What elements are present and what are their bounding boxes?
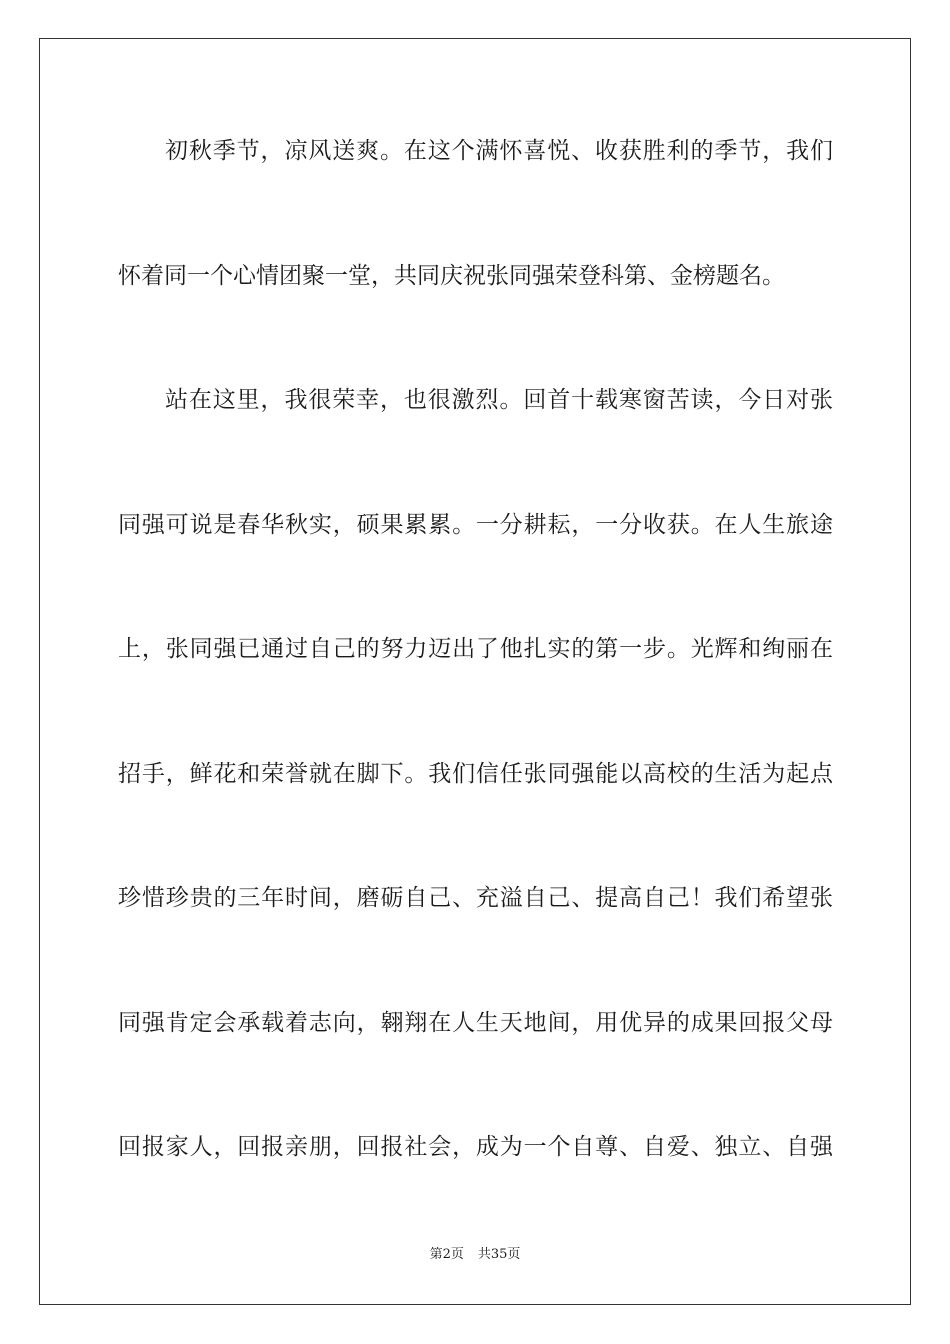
page-border: [39, 38, 911, 1305]
page-footer: [0, 1246, 950, 1264]
body-line-9: 回报家人，回报亲朋，回报社会，成为一个自尊、自爱、独立、自强: [118, 1134, 833, 1160]
total-pages: 共35页: [477, 1247, 521, 1262]
body-line-8: 同强肯定会承载着志向，翱翔在人生天地间，用优异的成果回报父母: [118, 1010, 833, 1036]
body-line-1: 初秋季节，凉风送爽。在这个满怀喜悦、收获胜利的季节，我们: [165, 138, 833, 164]
body-line-5: 上，张同强已通过自己的努力迈出了他扎实的第一步。光辉和绚丽在: [118, 636, 833, 662]
body-line-7: 珍惜珍贵的三年时间，磨砺自己、充溢自己、提高自己！我们希望张: [118, 885, 833, 911]
page-number: 第2页: [429, 1247, 464, 1262]
body-line-6: 招手，鲜花和荣誉就在脚下。我们信任张同强能以高校的生活为起点: [118, 761, 833, 787]
body-line-3: 站在这里，我很荣幸，也很激烈。回首十载寒窗苦读，今日对张: [165, 387, 833, 413]
body-line-4: 同强可说是春华秋实，硕果累累。一分耕耘，一分收获。在人生旅途: [118, 512, 833, 538]
body-line-2: 怀着同一个心情团聚一堂，共同庆祝张同强荣登科第、金榜题名。: [118, 263, 785, 289]
